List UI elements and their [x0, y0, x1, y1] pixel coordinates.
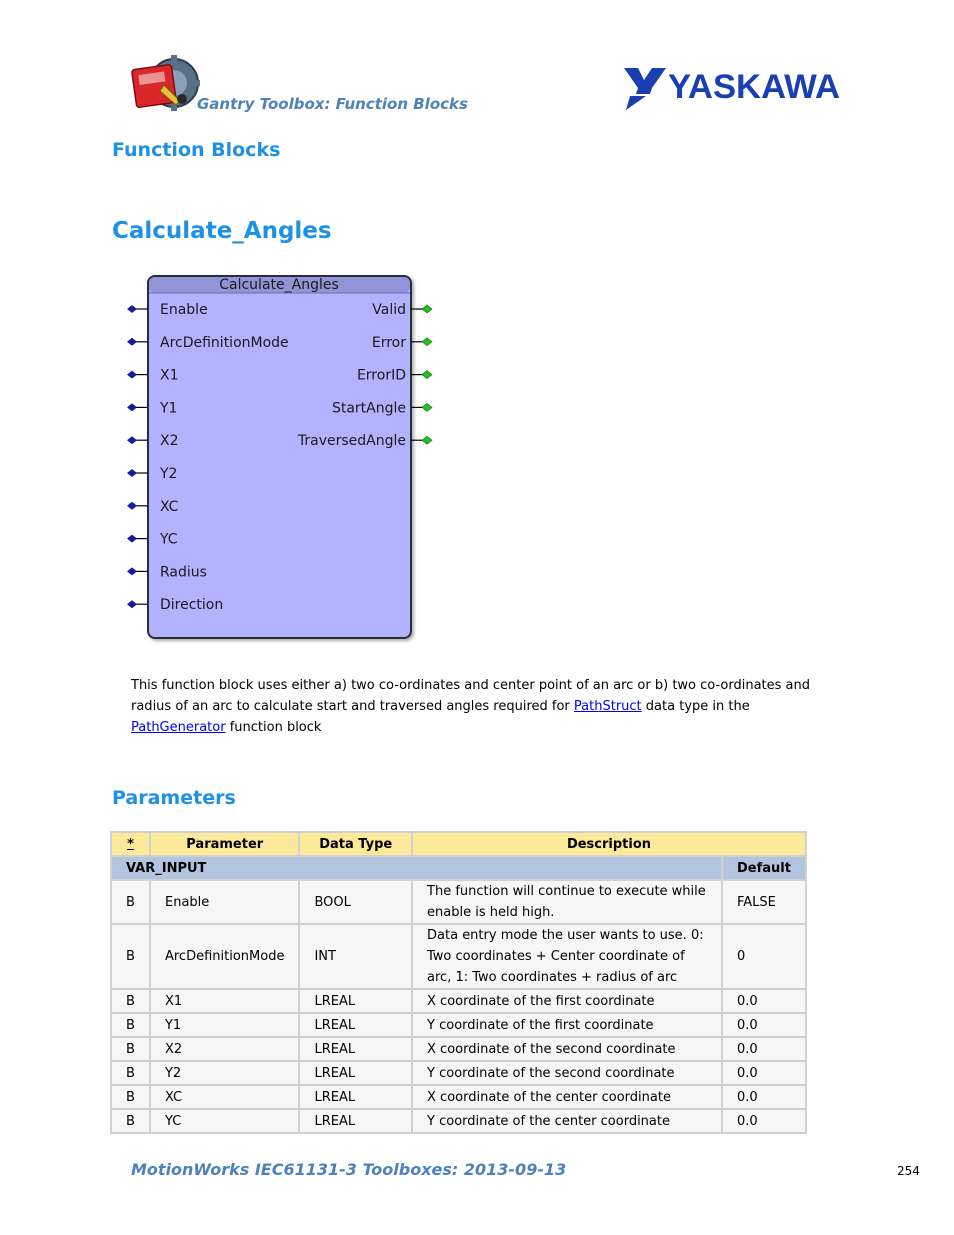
- cell-star: B: [111, 1085, 150, 1109]
- cell-description: Y coordinate of the second coordinate: [412, 1061, 722, 1085]
- cell-default: FALSE: [722, 880, 806, 924]
- cell-default: 0.0: [722, 989, 806, 1013]
- cell-parameter: X2: [150, 1037, 299, 1061]
- cell-description: The function will continue to execute while enable is held high.: [412, 880, 722, 924]
- page-title: Calculate_Angles: [112, 218, 332, 244]
- output-label-startangle: StartAngle: [331, 400, 406, 417]
- input-label-xc: XC: [160, 498, 179, 515]
- group-label: VAR_INPUT: [111, 856, 722, 880]
- description-part2: data type in the: [641, 699, 750, 714]
- footer-text: MotionWorks IEC61131-3 Toolboxes: 2013-09-13: [131, 1160, 567, 1179]
- input-pin-arcdefinitionmode[interactable]: [127, 338, 137, 346]
- cell-data-type: BOOL: [299, 880, 412, 924]
- input-label-radius: Radius: [160, 564, 207, 581]
- table-row: [111, 1061, 806, 1085]
- input-pin-xc[interactable]: [127, 502, 137, 510]
- input-label-x2: X2: [160, 433, 179, 450]
- section-heading: Function Blocks: [112, 139, 281, 161]
- cell-star: B: [111, 989, 150, 1013]
- cell-default: 0.0: [722, 1013, 806, 1037]
- output-label-error: Error: [371, 334, 406, 351]
- input-pin-x1[interactable]: [127, 371, 137, 379]
- cell-parameter: X1: [150, 989, 299, 1013]
- parameters-heading: Parameters: [112, 787, 236, 809]
- cell-description: X coordinate of the second coordinate: [412, 1037, 722, 1061]
- cell-default: 0: [722, 924, 806, 989]
- input-pin-direction[interactable]: [127, 600, 137, 608]
- page-number: 254: [897, 1164, 920, 1178]
- input-pin-x2[interactable]: [127, 436, 137, 444]
- output-pin-startangle[interactable]: [422, 403, 432, 411]
- input-label-y2: Y2: [160, 466, 178, 482]
- cell-parameter: YC: [150, 1109, 299, 1133]
- table-row: [111, 880, 806, 924]
- parameters-table: [110, 831, 807, 1134]
- output-label-traversedangle: TraversedAngle: [297, 433, 406, 450]
- table-row: [111, 1013, 806, 1037]
- header-title: Gantry Toolbox: Function Blocks: [197, 95, 468, 113]
- cell-star: B: [111, 1061, 150, 1085]
- cell-description: Y coordinate of the first coordinate: [412, 1013, 722, 1037]
- pathstruct-link[interactable]: PathStruct: [573, 699, 642, 714]
- output-pin-error[interactable]: [422, 338, 432, 346]
- cell-parameter: ArcDefinitionMode: [150, 924, 299, 989]
- cell-default: 0.0: [722, 1085, 806, 1109]
- description-part1: This function block uses either a) two co-ordinates and center point of an arc or b) two co-ordinates and radius of an arc to calculate start and traversed angles required for: [131, 678, 811, 714]
- function-block-name: Calculate_Angles: [219, 277, 339, 293]
- header-star[interactable]: *: [111, 832, 150, 856]
- cell-data-type: LREAL: [299, 1037, 412, 1061]
- cell-default: 0.0: [722, 1109, 806, 1133]
- cell-data-type: LREAL: [299, 1085, 412, 1109]
- cell-star: B: [111, 1013, 150, 1037]
- yaskawa-logo-icon: [622, 66, 844, 112]
- cell-star: B: [111, 880, 150, 924]
- input-label-direction: Direction: [160, 597, 224, 614]
- table-row: [111, 989, 806, 1013]
- group-row: [111, 856, 806, 880]
- cell-data-type: LREAL: [299, 989, 412, 1013]
- table-row: [111, 1085, 806, 1109]
- table-row: [111, 1109, 806, 1133]
- output-label-valid: Valid: [372, 302, 406, 318]
- output-label-errorid: ErrorID: [356, 367, 406, 384]
- input-pin-yc[interactable]: [127, 535, 137, 543]
- header-parameter: Parameter: [150, 832, 299, 856]
- pathgenerator-link[interactable]: PathGenerator: [131, 720, 226, 735]
- cell-parameter: XC: [150, 1085, 299, 1109]
- cell-parameter: Y1: [150, 1013, 299, 1037]
- description-part3: function block: [225, 720, 322, 735]
- cell-description: X coordinate of the center coordinate: [412, 1085, 722, 1109]
- input-label-enable: Enable: [160, 302, 208, 318]
- cell-description: X coordinate of the first coordinate: [412, 989, 722, 1013]
- cell-star: B: [111, 1037, 150, 1061]
- function-block-body: [148, 276, 411, 638]
- output-pin-errorid[interactable]: [422, 371, 432, 379]
- header-data-type: Data Type: [299, 832, 412, 856]
- table-header-row: [111, 832, 806, 856]
- cell-data-type: LREAL: [299, 1061, 412, 1085]
- output-pin-traversedangle[interactable]: [422, 436, 432, 444]
- cell-description: Y coordinate of the center coordinate: [412, 1109, 722, 1133]
- toolbox-logo-icon: [130, 55, 200, 113]
- description-text: [131, 675, 841, 738]
- input-label-arcdefinitionmode: ArcDefinitionMode: [160, 334, 289, 351]
- table-row: [111, 924, 806, 989]
- input-pin-enable[interactable]: [127, 305, 137, 313]
- cell-default: 0.0: [722, 1061, 806, 1085]
- cell-default: 0.0: [722, 1037, 806, 1061]
- input-pin-radius[interactable]: [127, 567, 137, 575]
- cell-data-type: INT: [299, 924, 412, 989]
- cell-data-type: LREAL: [299, 1109, 412, 1133]
- input-pin-y2[interactable]: [127, 469, 137, 477]
- input-pin-y1[interactable]: [127, 403, 137, 411]
- input-label-x1: X1: [160, 367, 179, 384]
- default-header: Default: [722, 856, 806, 880]
- function-block-diagram: [118, 262, 448, 644]
- cell-star: B: [111, 1109, 150, 1133]
- cell-data-type: LREAL: [299, 1013, 412, 1037]
- cell-star: B: [111, 924, 150, 989]
- input-label-y1: Y1: [160, 400, 178, 417]
- header-description: Description: [412, 832, 806, 856]
- table-row: [111, 1037, 806, 1061]
- cell-description: Data entry mode the user wants to use. 0: Two coordinates + Center coordinate of arc, 1: Two coordinates + radius of arc: [412, 924, 722, 989]
- brand-text: YASKAWA: [668, 68, 840, 106]
- input-label-yc: YC: [160, 531, 178, 548]
- cell-parameter: Y2: [150, 1061, 299, 1085]
- output-pin-valid[interactable]: [422, 305, 432, 313]
- cell-parameter: Enable: [150, 880, 299, 924]
